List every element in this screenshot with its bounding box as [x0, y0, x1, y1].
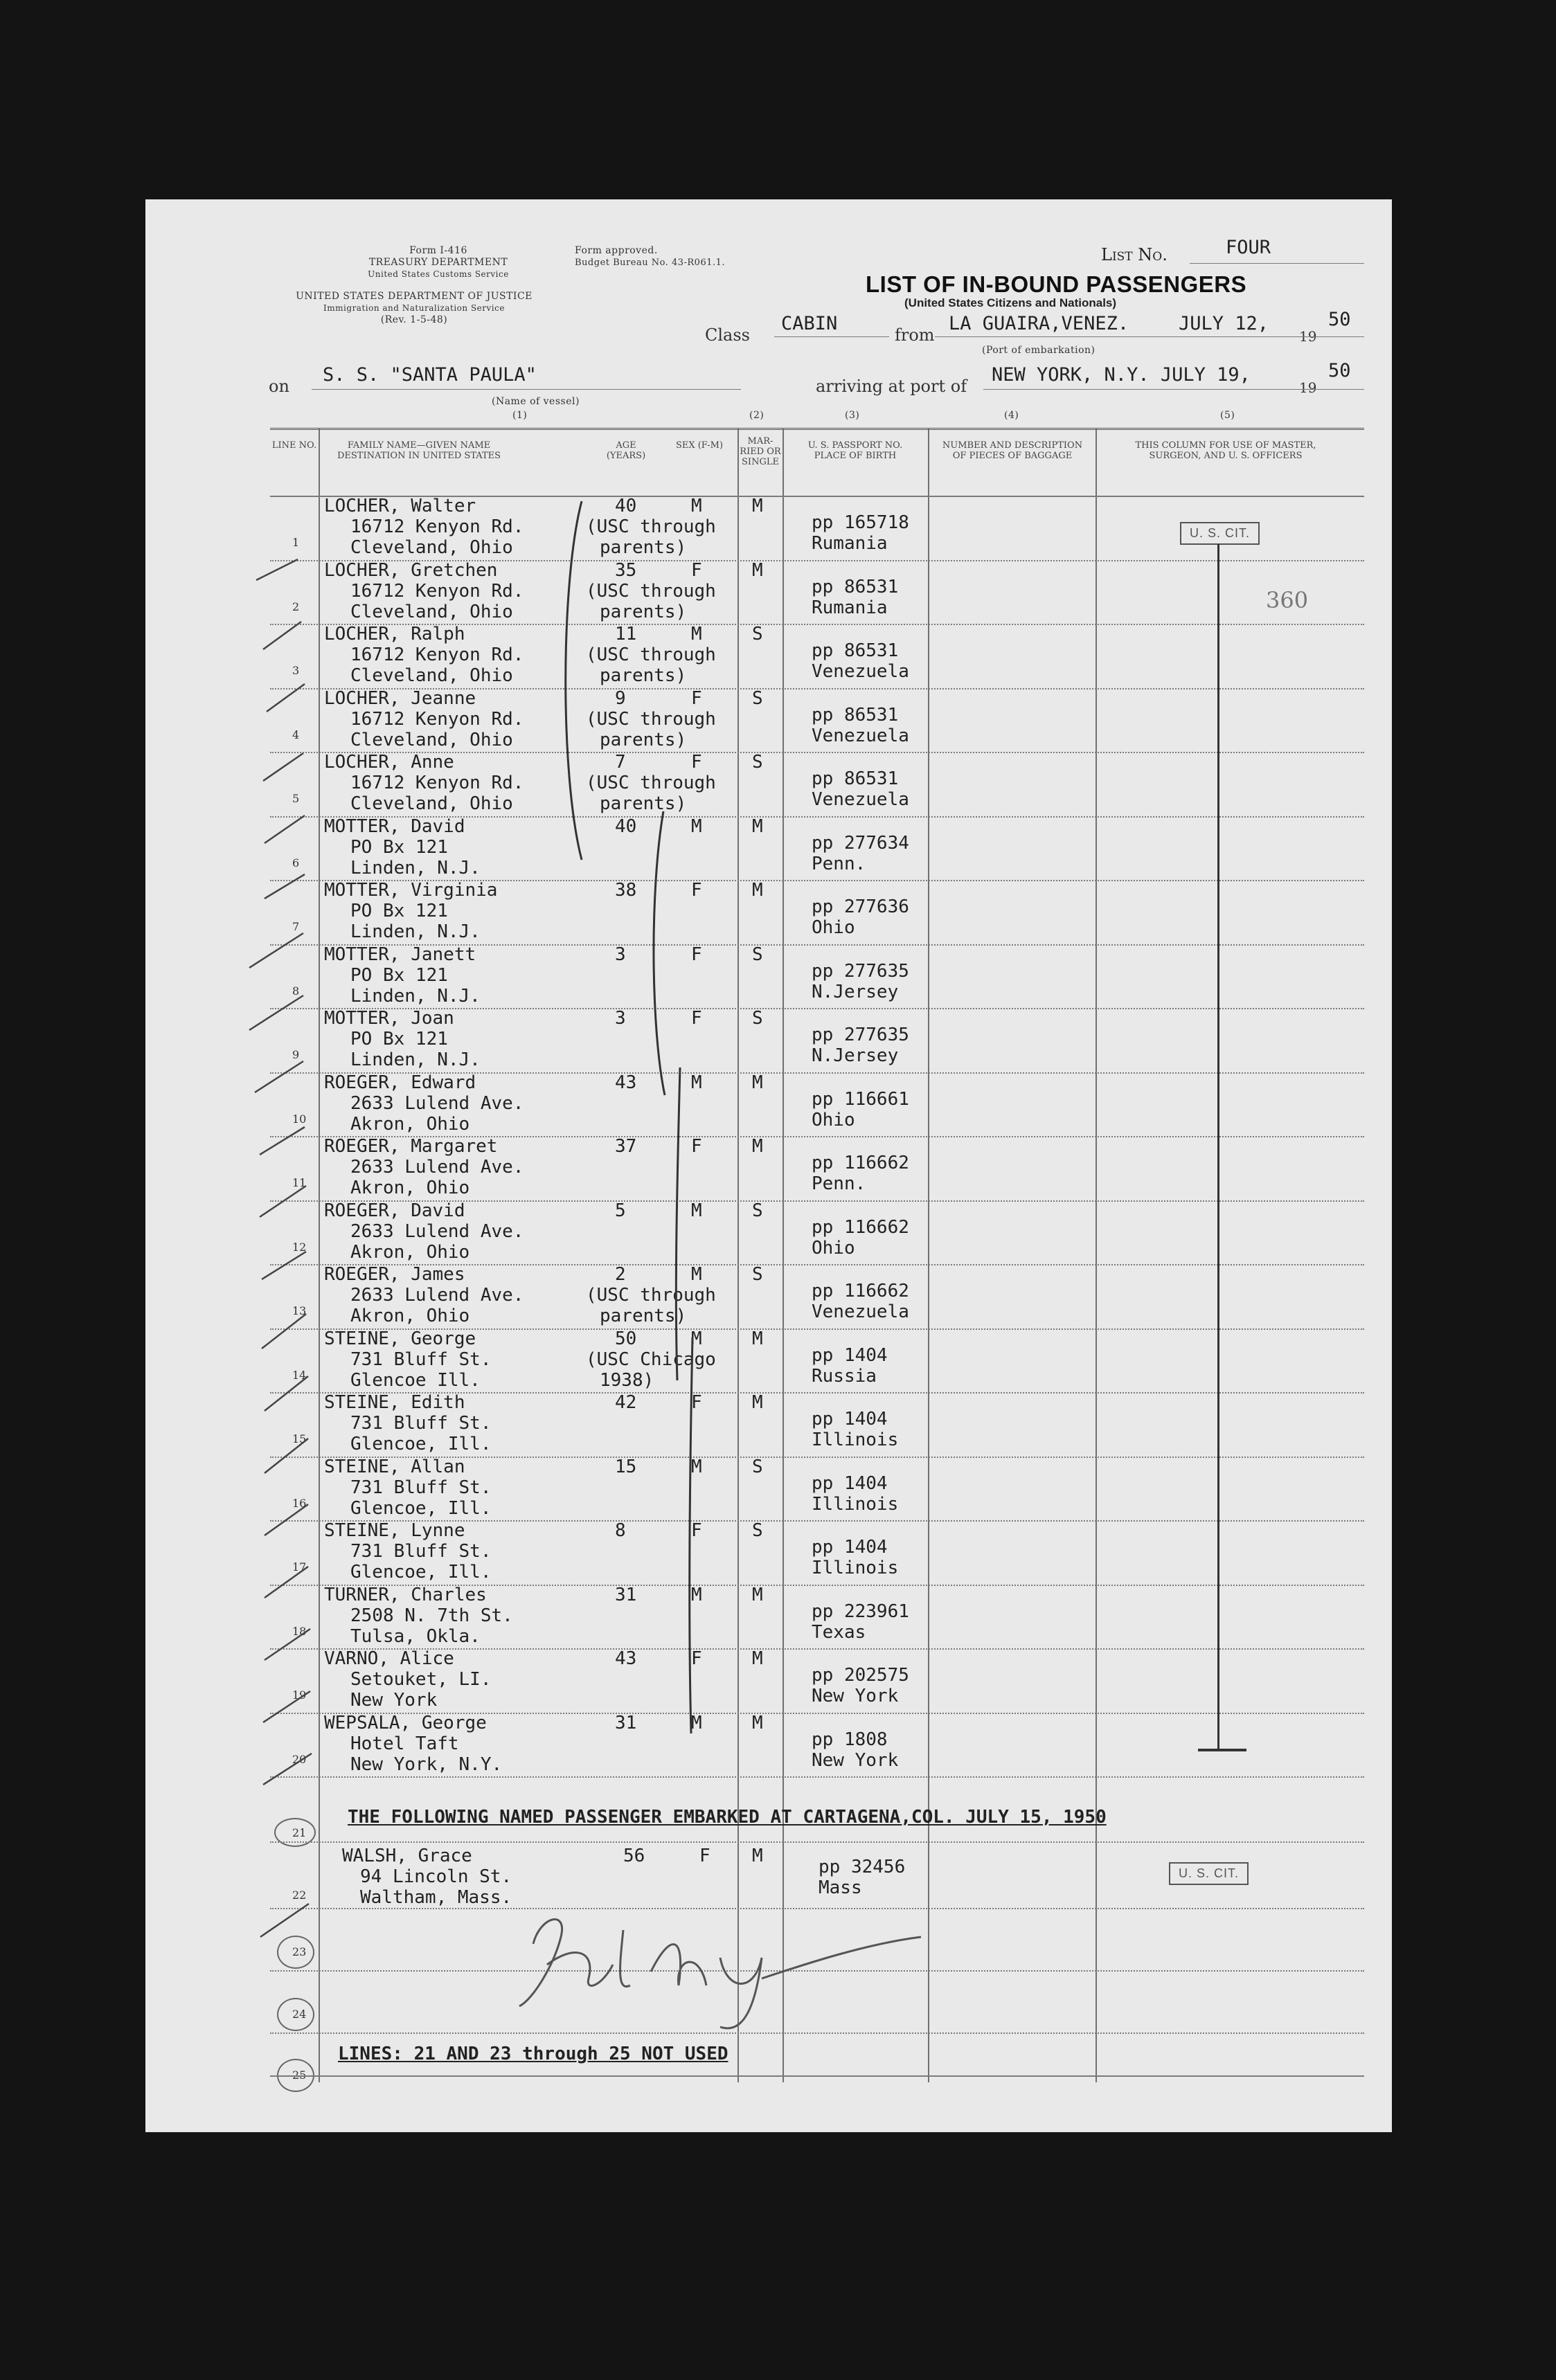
- place-of-birth: Penn.: [812, 853, 866, 874]
- passenger-marital: M: [752, 1584, 763, 1605]
- passenger-address: 16712 Kenyon Rd.: [350, 580, 524, 602]
- embarkation-note: THE FOLLOWING NAMED PASSENGER EMBARKED AT CARTAGENA,COL. JULY 15, 1950: [348, 1807, 1107, 1828]
- passenger-marital: M: [752, 1072, 763, 1093]
- line-number: 11: [292, 1176, 307, 1189]
- passenger-age: 50: [615, 1328, 637, 1349]
- dept-justice: UNITED STATES DEPARTMENT OF JUSTICE: [296, 291, 533, 302]
- passenger-age: 8: [615, 1520, 626, 1541]
- passport-number: pp 86531: [812, 576, 899, 597]
- place-of-birth: Mass: [819, 1877, 862, 1898]
- passenger-sex: M: [691, 1264, 702, 1285]
- line-number: 14: [292, 1368, 307, 1382]
- col-header-baggage: NUMBER AND DESCRIPTION OF PIECES OF BAGGAGE: [942, 440, 1083, 461]
- bracket-end: [1198, 1749, 1246, 1751]
- table-row: [145, 1200, 1392, 1265]
- place-of-birth: Ohio: [812, 1237, 855, 1259]
- passenger-name: LOCHER, Walter: [324, 496, 476, 516]
- passport-number: pp 116662: [812, 1153, 909, 1173]
- col-num-1: (1): [512, 410, 528, 421]
- passenger-city: Akron, Ohio: [350, 1241, 470, 1263]
- passenger-address: PO Bx 121: [350, 964, 448, 986]
- stamped-number: 360: [1266, 587, 1309, 613]
- passenger-age: 31: [615, 1712, 637, 1733]
- col-header-age: AGE (YEARS): [606, 440, 646, 461]
- passenger-city: Cleveland, Ohio: [350, 729, 513, 750]
- class-rule: [774, 336, 889, 337]
- place-of-birth: Venezuela: [812, 789, 909, 810]
- line-number: 5: [292, 792, 300, 805]
- passenger-marital: M: [752, 1136, 763, 1157]
- passport-number: pp 1404: [812, 1409, 888, 1430]
- passenger-age: 31: [615, 1584, 637, 1605]
- line-number: 13: [292, 1304, 307, 1317]
- passenger-name: STEINE, George: [324, 1328, 476, 1349]
- vessel-caption: (Name of vessel): [492, 396, 580, 407]
- passenger-age: 5: [615, 1200, 626, 1221]
- bracket-line: [1217, 544, 1219, 1749]
- place-of-birth: Venezuela: [812, 725, 909, 746]
- table-row: [145, 624, 1392, 688]
- passenger-name: MOTTER, Joan: [324, 1008, 454, 1029]
- passport-number: pp 277635: [812, 960, 909, 982]
- passenger-sex: M: [691, 1200, 702, 1221]
- line-number: 8: [292, 984, 300, 998]
- passenger-age: 11: [615, 624, 637, 644]
- passenger-address: 16712 Kenyon Rd.: [350, 708, 524, 730]
- passenger-address: 2633 Lulend Ave.: [350, 1092, 524, 1114]
- place-of-birth: Ohio: [812, 917, 855, 938]
- passenger-marital: M: [752, 1392, 763, 1413]
- bracket-mark: [644, 809, 672, 1099]
- list-no-value: FOUR: [1226, 237, 1271, 258]
- citizenship-note-2: parents): [600, 729, 687, 750]
- passenger-name: ROEGER, Edward: [324, 1072, 476, 1093]
- passenger-age: 15: [615, 1456, 637, 1477]
- passport-number: pp 223961: [812, 1601, 909, 1622]
- passenger-marital: S: [752, 1456, 763, 1477]
- place-of-birth: N.Jersey: [812, 1045, 899, 1066]
- dept-treasury: TREASURY DEPARTMENT: [368, 257, 508, 268]
- passenger-name: ROEGER, James: [324, 1264, 465, 1285]
- line-number: 7: [292, 920, 300, 933]
- passenger-sex: M: [691, 1712, 702, 1733]
- citizenship-note: (USC through: [586, 1285, 716, 1306]
- col-header-married: MAR-RIED OR SINGLE: [740, 436, 781, 467]
- passenger-sex: F: [691, 1648, 702, 1669]
- line-number: 19: [292, 1688, 307, 1702]
- passenger-sex: F: [691, 944, 702, 965]
- line-number: 10: [292, 1112, 307, 1126]
- passenger-address: 2633 Lulend Ave.: [350, 1157, 524, 1178]
- passenger-marital: S: [752, 624, 763, 644]
- passenger-age: 43: [615, 1648, 637, 1669]
- passport-number: pp 116662: [812, 1281, 909, 1301]
- list-no-rule: [1190, 263, 1364, 264]
- passenger-name: STEINE, Lynne: [324, 1520, 465, 1541]
- year-prefix: 19: [1299, 328, 1317, 345]
- table-row: [145, 816, 1392, 881]
- passenger-marital: S: [752, 1264, 763, 1285]
- passenger-address: 2633 Lulend Ave.: [350, 1220, 524, 1242]
- passenger-age: 43: [615, 1072, 637, 1093]
- form-approved: Form approved.: [575, 245, 658, 256]
- dept-treasury-sub: United States Customs Service: [368, 269, 509, 279]
- passport-number: pp 32456: [819, 1857, 906, 1877]
- vessel-name: S. S. "SANTA PAULA": [323, 364, 537, 386]
- passenger-address: 731 Bluff St.: [350, 1477, 492, 1498]
- port-embarkation-caption: (Port of embarkation): [982, 345, 1096, 356]
- passenger-address: PO Bx 121: [350, 836, 448, 858]
- table-row: [145, 752, 1392, 816]
- table-row: [145, 688, 1392, 752]
- table-row: [145, 1520, 1392, 1585]
- table-row: [145, 1328, 1392, 1393]
- passenger-marital: M: [752, 496, 763, 516]
- passenger-age: 9: [615, 687, 626, 709]
- passport-number: pp 277636: [812, 896, 909, 917]
- passenger-city: Akron, Ohio: [350, 1113, 470, 1135]
- table-row: [145, 1585, 1392, 1649]
- place-of-birth: Illinois: [812, 1493, 899, 1515]
- passenger-name: LOCHER, Ralph: [324, 624, 465, 644]
- citizenship-note: (USC through: [586, 773, 716, 793]
- table-row: [145, 1136, 1392, 1200]
- passenger-sex: M: [691, 1456, 702, 1477]
- passenger-sex: F: [691, 559, 702, 581]
- passenger-name: ROEGER, Margaret: [324, 1136, 498, 1157]
- passenger-city: Glencoe, Ill.: [350, 1562, 492, 1583]
- passenger-age: 7: [615, 752, 626, 773]
- line-number: 18: [292, 1624, 307, 1638]
- passenger-city: Tulsa, Okla.: [350, 1625, 481, 1647]
- passenger-age: 3: [615, 944, 626, 965]
- passenger-city: Glencoe Ill.: [350, 1369, 481, 1391]
- passenger-sex: M: [691, 815, 702, 837]
- page-title: LIST OF IN-BOUND PASSENGERS: [866, 271, 1247, 297]
- passenger-city: Linden, N.J.: [350, 921, 481, 942]
- line-number: 2: [292, 599, 300, 613]
- passenger-sex: M: [691, 1584, 702, 1605]
- citizenship-note: (USC through: [586, 708, 716, 730]
- place-of-birth: Illinois: [812, 1558, 899, 1578]
- passenger-address: 16712 Kenyon Rd.: [350, 516, 524, 537]
- col-num-2: (2): [749, 410, 764, 421]
- table-row: [145, 1264, 1392, 1328]
- passenger-sex: F: [691, 687, 702, 709]
- passenger-address: 731 Bluff St.: [350, 1413, 492, 1434]
- passenger-age: 40: [615, 496, 637, 516]
- passport-number: pp 86531: [812, 640, 899, 661]
- passenger-name: LOCHER, Gretchen: [324, 559, 498, 581]
- bracket-mark: [554, 497, 596, 864]
- passport-number: pp 165718: [812, 512, 909, 533]
- passenger-marital: S: [752, 1008, 763, 1029]
- col-header-name: FAMILY NAME—GIVEN NAME DESTINATION IN UNITED STATES: [337, 440, 501, 461]
- passenger-city: Linden, N.J.: [350, 985, 481, 1007]
- from-rule: [935, 336, 1364, 337]
- passenger-name: TURNER, Charles: [324, 1584, 487, 1605]
- passenger-name: LOCHER, Anne: [324, 752, 454, 773]
- col-header-sex: SEX (F-M): [675, 440, 724, 451]
- arrival-year: 50: [1328, 360, 1351, 381]
- line-number: 20: [292, 1752, 307, 1766]
- col-header-passport: U. S. PASSPORT NO. PLACE OF BIRTH: [807, 440, 903, 461]
- passenger-sex: F: [691, 1520, 702, 1541]
- passenger-sex: F: [699, 1846, 710, 1866]
- citizenship-note: (USC through: [586, 580, 716, 602]
- place-of-birth: Rumania: [812, 597, 888, 618]
- passenger-marital: S: [752, 687, 763, 709]
- passenger-city: Waltham, Mass.: [360, 1887, 512, 1908]
- passenger-city: New York, N.Y.: [350, 1754, 503, 1775]
- passenger-address: 16712 Kenyon Rd.: [350, 773, 524, 793]
- table-row: [145, 1457, 1392, 1521]
- passenger-age: 40: [615, 815, 637, 837]
- passenger-address: 731 Bluff St.: [350, 1349, 492, 1370]
- col-header-line: LINE NO.: [271, 440, 317, 451]
- passenger-name: MOTTER, Janett: [324, 944, 476, 965]
- passenger-address: PO Bx 121: [350, 901, 448, 921]
- passenger-address: PO Bx 121: [350, 1029, 448, 1049]
- line-number: 6: [292, 856, 300, 869]
- passenger-marital: S: [752, 1520, 763, 1541]
- passenger-marital: M: [752, 559, 763, 581]
- row-rule: [270, 2075, 1364, 2077]
- place-of-birth: New York: [812, 1749, 899, 1771]
- passenger-address: 16712 Kenyon Rd.: [350, 644, 524, 665]
- officer-signature: [492, 1888, 990, 2041]
- vessel-rule: [312, 389, 741, 390]
- table-row: [145, 880, 1392, 944]
- col-num-3: (3): [845, 410, 860, 421]
- us-citizen-stamp: U. S. CIT.: [1169, 1862, 1249, 1885]
- passenger-marital: M: [752, 1712, 763, 1733]
- passenger-city: Cleveland, Ohio: [350, 601, 513, 622]
- passport-number: pp 86531: [812, 704, 899, 725]
- passenger-city: Linden, N.J.: [350, 1049, 481, 1070]
- col-header-officers: THIS COLUMN FOR USE OF MASTER, SURGEON, AND U. S. OFFICERS: [1135, 440, 1316, 461]
- page-subtitle: (United States Citizens and Nationals): [904, 296, 1117, 309]
- citizenship-note-2: parents): [600, 793, 687, 814]
- place-of-birth: Penn.: [812, 1173, 866, 1194]
- us-citizen-stamp: U. S. CIT.: [1180, 522, 1260, 545]
- table-row: [145, 1713, 1392, 1777]
- place-of-birth: Illinois: [812, 1430, 899, 1450]
- line-number: 17: [292, 1560, 307, 1574]
- passenger-city: Linden, N.J.: [350, 857, 481, 878]
- table-row: [145, 1392, 1392, 1457]
- place-of-birth: N.Jersey: [812, 981, 899, 1002]
- passenger-sex: M: [691, 624, 702, 644]
- table-row: [145, 1072, 1392, 1137]
- port-embarkation: LA GUAIRA,VENEZ.: [949, 313, 1129, 334]
- line-number: 15: [292, 1432, 307, 1445]
- line-number: 23: [292, 1945, 307, 1958]
- passport-number: pp 1404: [812, 1472, 888, 1494]
- passenger-sex: M: [691, 1072, 702, 1093]
- passenger-name: WALSH, Grace: [342, 1846, 472, 1866]
- passenger-sex: M: [691, 1328, 702, 1349]
- place-of-birth: Venezuela: [812, 661, 909, 682]
- citizenship-note-2: parents): [600, 665, 687, 686]
- table-row: [145, 1008, 1392, 1072]
- passport-number: pp 277635: [812, 1025, 909, 1045]
- form-rev: (Rev. 1-5-48): [380, 314, 448, 325]
- passport-number: pp 277634: [812, 832, 909, 854]
- unused-lines-note: LINES: 21 AND 23 through 25 NOT USED: [338, 2044, 728, 2064]
- place-of-birth: Russia: [812, 1365, 877, 1387]
- citizenship-note: (USC through: [586, 644, 716, 665]
- line-number: 12: [292, 1240, 307, 1254]
- passport-number: pp 1404: [812, 1537, 888, 1558]
- passenger-age: 38: [615, 880, 637, 901]
- passenger-city: New York: [350, 1690, 438, 1711]
- on-label: on: [269, 377, 289, 396]
- passenger-marital: S: [752, 1200, 763, 1221]
- passenger-age: 35: [615, 559, 637, 581]
- passenger-age: 2: [615, 1264, 626, 1285]
- table-row: [145, 1648, 1392, 1713]
- passenger-name: MOTTER, Virginia: [324, 880, 498, 901]
- passport-number: pp 86531: [812, 768, 899, 789]
- list-no-label: List No.: [1101, 245, 1168, 264]
- col-num-4: (4): [1004, 410, 1019, 421]
- passenger-marital: S: [752, 944, 763, 965]
- citizenship-note-2: parents): [600, 537, 687, 558]
- line-number: 25: [292, 2068, 307, 2082]
- passenger-address: Hotel Taft: [350, 1733, 459, 1754]
- class-label: Class: [705, 325, 750, 345]
- passenger-age: 42: [615, 1392, 637, 1413]
- row-rule: [270, 1841, 1364, 1843]
- passenger-city: Cleveland, Ohio: [350, 537, 513, 558]
- passport-number: pp 202575: [812, 1665, 909, 1686]
- place-of-birth: New York: [812, 1686, 899, 1706]
- dept-justice-sub: Immigration and Naturalization Service: [323, 303, 505, 313]
- citizenship-note-2: parents): [600, 1306, 687, 1326]
- passenger-marital: M: [752, 815, 763, 837]
- passenger-address: Setouket, LI.: [350, 1669, 492, 1690]
- citizenship-note: (USC through: [586, 516, 716, 537]
- line-number: 1: [292, 536, 300, 549]
- passenger-marital: M: [752, 1846, 763, 1866]
- passenger-name: STEINE, Allan: [324, 1456, 465, 1477]
- passport-number: pp 1404: [812, 1344, 888, 1366]
- passenger-marital: M: [752, 1328, 763, 1349]
- arriving-label: arriving at port of: [816, 377, 967, 396]
- passenger-sex: F: [691, 880, 702, 901]
- arrival-rule: [983, 389, 1364, 390]
- passenger-name: LOCHER, Jeanne: [324, 687, 476, 709]
- passenger-city: Akron, Ohio: [350, 1306, 470, 1326]
- passenger-city: Cleveland, Ohio: [350, 665, 513, 686]
- passenger-name: ROEGER, David: [324, 1200, 465, 1221]
- passenger-name: MOTTER, David: [324, 815, 465, 837]
- place-of-birth: Ohio: [812, 1109, 855, 1130]
- passenger-name: VARNO, Alice: [324, 1648, 454, 1669]
- passport-number: pp 1808: [812, 1729, 888, 1750]
- passenger-city: Akron, Ohio: [350, 1178, 470, 1198]
- class-value: CABIN: [781, 313, 838, 334]
- passport-number: pp 116661: [812, 1088, 909, 1110]
- passenger-age: 37: [615, 1136, 637, 1157]
- passenger-marital: M: [752, 880, 763, 901]
- passenger-sex: F: [691, 1136, 702, 1157]
- citizenship-note: (USC Chicago: [586, 1349, 716, 1370]
- line-number: 4: [292, 728, 300, 741]
- line-number: 22: [292, 1888, 307, 1902]
- line-number: 21: [292, 1826, 307, 1839]
- place-of-birth: Venezuela: [812, 1301, 909, 1322]
- passenger-address: 94 Lincoln St.: [360, 1866, 512, 1887]
- passenger-sex: F: [691, 752, 702, 773]
- embark-date: JULY 12,: [1179, 313, 1269, 334]
- line-number: 9: [292, 1048, 300, 1061]
- passenger-age: 3: [615, 1008, 626, 1029]
- passenger-city: Glencoe, Ill.: [350, 1434, 492, 1454]
- passenger-name: STEINE, Edith: [324, 1392, 465, 1413]
- line-number: 3: [292, 664, 300, 677]
- passenger-address: 2508 N. 7th St.: [350, 1605, 513, 1626]
- line-number: 16: [292, 1496, 307, 1510]
- check-marks: [145, 199, 319, 2110]
- passenger-address: 2633 Lulend Ave.: [350, 1285, 524, 1306]
- passenger-address: 731 Bluff St.: [350, 1541, 492, 1562]
- from-label: from: [895, 325, 935, 345]
- bracket-mark: [680, 1335, 708, 1736]
- place-of-birth: Texas: [812, 1621, 866, 1643]
- budget-bureau: Budget Bureau No. 43-R061.1.: [575, 258, 726, 268]
- col-num-5: (5): [1220, 410, 1235, 421]
- year-prefix: 19: [1299, 379, 1317, 396]
- passenger-marital: M: [752, 1648, 763, 1669]
- table-row: [145, 944, 1392, 1009]
- passenger-city: Glencoe, Ill.: [350, 1497, 492, 1519]
- row-rule: [270, 1776, 1364, 1778]
- line-number: 24: [292, 2008, 307, 2021]
- passenger-marital: S: [752, 752, 763, 773]
- place-of-birth: Rumania: [812, 533, 888, 554]
- citizenship-note-2: 1938): [600, 1369, 654, 1391]
- embark-year: 50: [1328, 309, 1351, 330]
- passenger-sex: F: [691, 1392, 702, 1413]
- passenger-city: Cleveland, Ohio: [350, 793, 513, 814]
- passport-number: pp 116662: [812, 1216, 909, 1238]
- manifest-page: [145, 199, 1392, 2132]
- passenger-sex: F: [691, 1008, 702, 1029]
- table-row: [145, 560, 1392, 624]
- passenger-sex: M: [691, 496, 702, 516]
- arrival-port: NEW YORK, N.Y. JULY 19,: [992, 364, 1251, 386]
- citizenship-note-2: parents): [600, 601, 687, 622]
- passenger-name: WEPSALA, George: [324, 1712, 487, 1733]
- form-number: Form I-416: [409, 245, 467, 256]
- passenger-age: 56: [623, 1846, 645, 1866]
